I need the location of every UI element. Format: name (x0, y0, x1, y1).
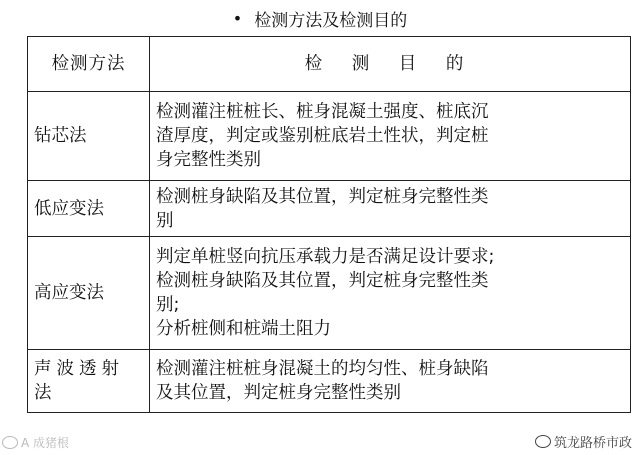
method-cell (28, 92, 150, 181)
method-text: 法 (34, 383, 57, 403)
table-row (28, 237, 631, 350)
header-method: 检测方法 (28, 37, 150, 92)
method-text: 钻芯法 (34, 126, 87, 146)
title-text: 检测方法及检测目的 (254, 10, 408, 31)
methods-table (27, 36, 631, 413)
watermark-logo-icon (2, 436, 18, 449)
wechat-icon (535, 435, 551, 448)
purpose-line: 判定单桩竖向抗压承载力是否满足设计要求; (156, 247, 495, 267)
table-row (28, 181, 631, 237)
purpose-line: 检测灌注桩桩长、桩身混凝土强度、桩底沉 (156, 102, 489, 122)
watermark-left (2, 434, 69, 451)
method-text: 低应变法 (34, 198, 104, 219)
method-text: 声波透射 (34, 359, 124, 379)
purpose-cell (150, 181, 631, 237)
header-purpose: 检 测 目 的 (150, 37, 631, 92)
watermark-left-text: A 成猪根 (21, 436, 70, 450)
purpose-line: 及其位置，判定桩身完整性类别 (156, 383, 401, 403)
purpose-line: 检测灌注桩桩身混凝土的均匀性、桩身缺陷 (156, 359, 489, 379)
table-row (28, 350, 631, 413)
title-bullet: • (232, 8, 243, 28)
purpose-line: 别 (156, 210, 174, 231)
purpose-cell (150, 237, 631, 350)
method-cell (28, 350, 150, 413)
purpose-line: 检测桩身缺陷及其位置，判定桩身完整性类 (156, 271, 489, 291)
watermark-right-text: 筑龙路桥市政 (553, 436, 632, 451)
method-cell (28, 181, 150, 237)
watermark-right (533, 432, 634, 451)
purpose-line: 检测桩身缺陷及其位置，判定桩身完整性类 (156, 186, 489, 207)
purpose-line: 身完整性类别 (156, 150, 261, 170)
purpose-line: 分析桩侧和桩端土阻力 (156, 319, 331, 339)
method-text: 高应变法 (34, 283, 104, 303)
purpose-cell (150, 350, 631, 413)
table-header-row (28, 37, 631, 92)
method-cell (28, 237, 150, 350)
purpose-cell (150, 92, 631, 181)
purpose-line: 别; (156, 295, 180, 315)
page-title (0, 4, 640, 32)
purpose-line: 渣厚度，判定或鉴别桩底岩土性状，判定桩 (156, 126, 489, 146)
table-row (28, 92, 631, 181)
